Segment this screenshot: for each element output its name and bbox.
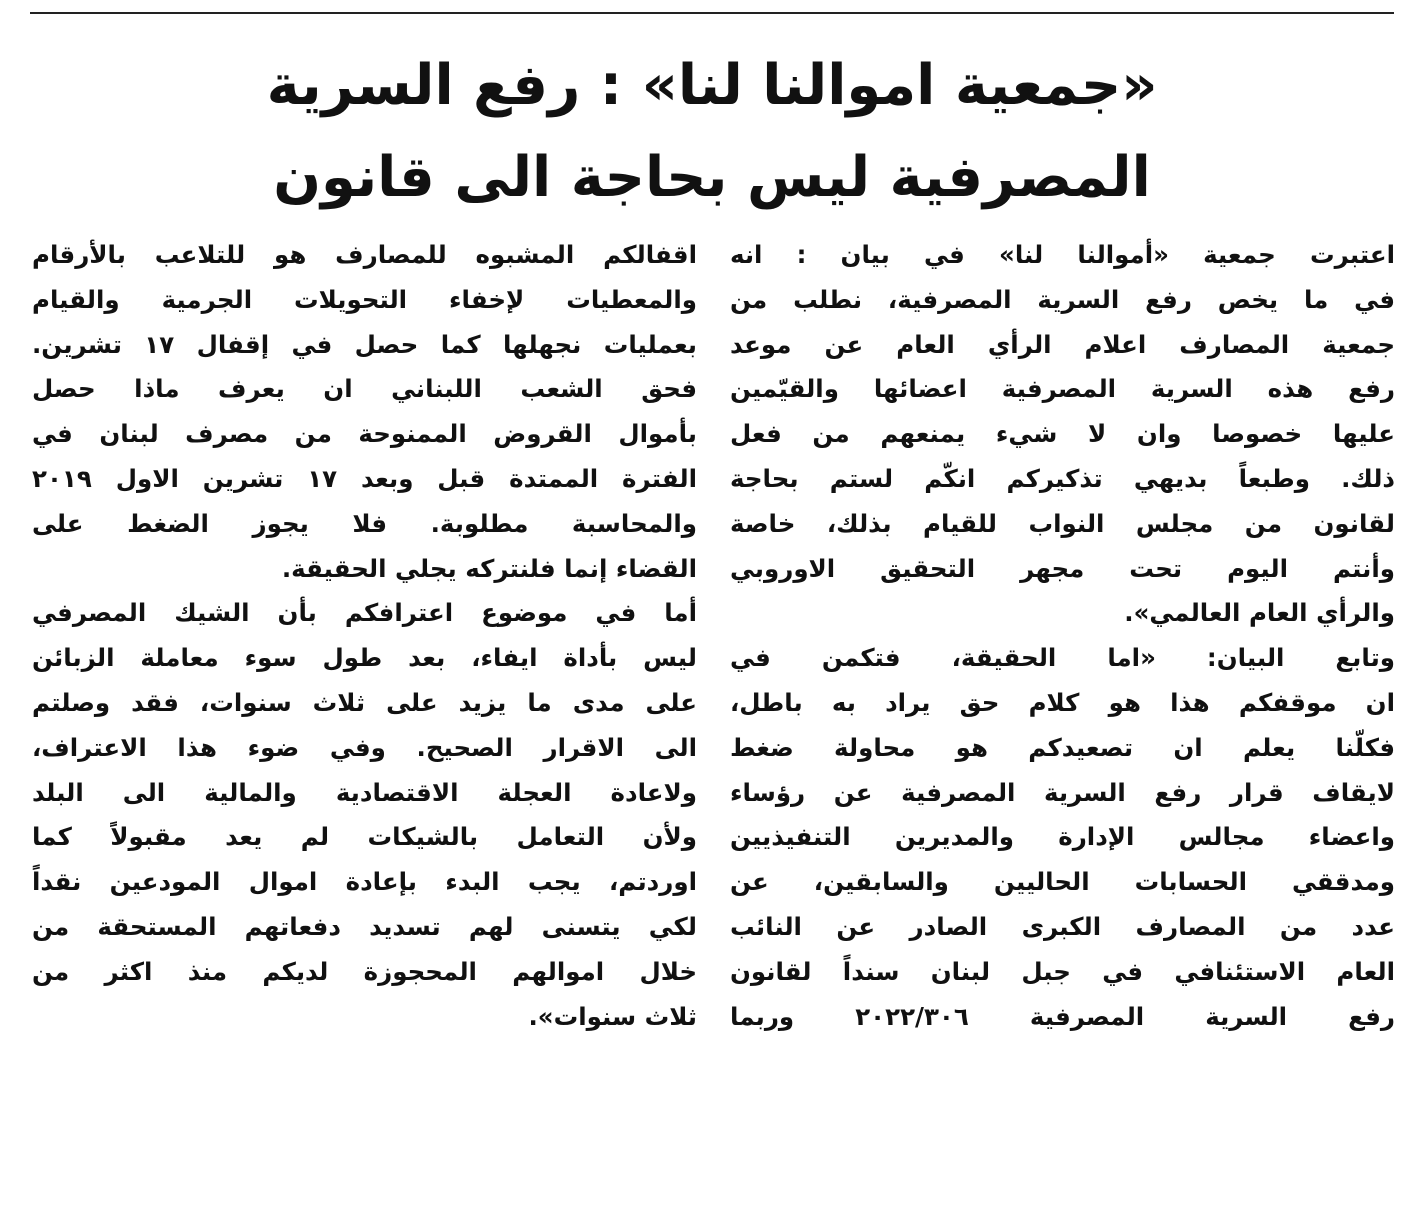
text-line: جمعية المصارف اعلام الرأي العام عن موعد [730,329,1395,359]
article-headline [30,40,1394,224]
text-line: ومدققي الحسابات الحاليين والسابقين، عن [730,867,1395,897]
text-line: عليها خصوصا وان لا شيء يمنعهم من فعل [730,419,1395,449]
text-line: والمحاسبة مطلوبة. فلا يجوز الضغط على [32,508,697,538]
text-line: واعضاء مجالس الإدارة والمديرين التنفيذيين [730,822,1395,852]
text-line: ولاعادة العجلة الاقتصادية والمالية الى البلد [32,777,697,807]
text-line: والمعطيات لإخفاء التحويلات الجرمية والقيام [32,284,697,314]
text-line: العام الاستئنافي في جبل لبنان سنداً لقانون [730,956,1395,986]
text-line: على مدى ما يزيد على ثلاث سنوات، فقد وصلتم [32,687,697,717]
text-line: أما في موضوع اعترافكم بأن الشيك المصرفي [32,598,697,628]
text-line: وأنتم اليوم تحت مجهر التحقيق الاوروبي [730,553,1395,583]
top-rule [30,12,1394,14]
article-column-left [32,233,697,1039]
text-line: عدد من المصارف الكبرى الصادر عن النائب [730,911,1395,941]
text-line: اوردتم، يجب البدء بإعادة اموال المودعين نقداً [32,867,697,897]
paragraph [32,591,697,1039]
headline-line-2: المصرفية ليس بحاجة الى قانون [273,145,1151,210]
article-column-right [730,233,1395,1039]
text-line: فحق الشعب اللبناني ان يعرف ماذا حصل [32,374,697,404]
text-line: بعمليات نجهلها كما حصل في إقفال ١٧ تشرين. [32,329,697,359]
text-line: خلال اموالهم المحجوزة لديكم منذ اكثر من [32,956,697,986]
text-line: في ما يخص رفع السرية المصرفية، نطلب من [730,284,1395,314]
text-line: وتابع البيان: «اما الحقيقة، فتكمن في [730,643,1395,673]
text-line: ثلاث سنوات». [528,1001,697,1031]
text-line: لكي يتسنى لهم تسديد دفعاتهم المستحقة من [32,911,697,941]
text-line: الفترة الممتدة قبل وبعد ١٧ تشرين الاول ٢٠١٩ [32,463,697,493]
text-line: القضاء إنما فلنتركه يجلي الحقيقة. [281,553,697,583]
paragraph [32,233,697,591]
text-line: ليس بأداة ايفاء، بعد طول سوء معاملة الزبائن [32,643,697,673]
text-line: الى الاقرار الصحيح. وفي ضوء هذا الاعتراف، [32,732,697,762]
text-line: بأموال القروض الممنوحة من مصرف لبنان في [32,419,697,449]
paragraph [730,233,1395,636]
text-line: ان موقفكم هذا هو كلام حق يراد به باطل، [730,687,1395,717]
text-line: اعتبرت جمعية «أموالنا لنا» في بيان : انه [730,240,1395,269]
text-line: اقفالكم المشبوه للمصارف هو للتلاعب بالأرقام [32,240,697,269]
text-line: رفع هذه السرية المصرفية اعضائها والقيّمين [730,374,1395,404]
text-line: والرأي العام العالمي». [1124,598,1395,628]
text-line: ولأن التعامل بالشيكات لم يعد مقبولاً كما [32,822,697,852]
text-line: لقانون من مجلس النواب للقيام بذلك، خاصة [730,508,1395,538]
paragraph [730,636,1395,1039]
text-line: لايقاف قرار رفع السرية المصرفية عن رؤساء [730,777,1395,807]
text-line: ذلك. وطبعاً بديهي تذكيركم انكّم لستم بحاجة [730,463,1395,493]
headline-line-1: «جمعية اموالنا لنا» : رفع السرية [266,53,1158,118]
text-line: فكلّنا يعلم ان تصعيدكم هو محاولة ضغط [730,732,1395,762]
text-line: رفع السرية المصرفية ٢٠٢٢/٣٠٦ وربما [730,1001,1396,1031]
